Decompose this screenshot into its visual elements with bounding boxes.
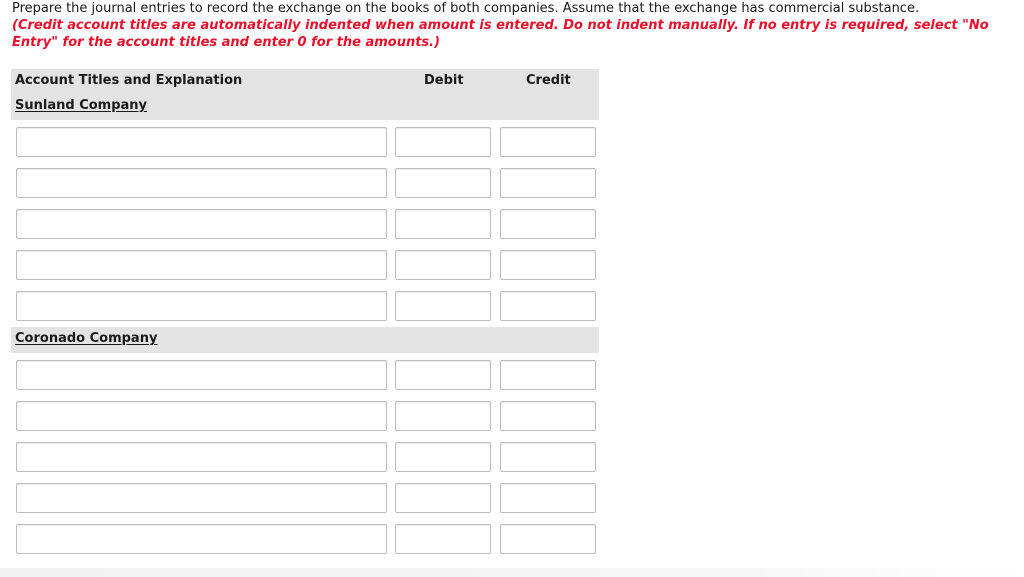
credit-amount-input[interactable] — [500, 168, 596, 198]
company-label-sunland: Sunland Company — [15, 98, 148, 113]
account-title-input[interactable] — [16, 360, 387, 390]
credit-amount-input[interactable] — [500, 360, 596, 390]
table-row — [11, 394, 599, 435]
debit-amount-input[interactable] — [395, 442, 491, 472]
column-header-credit: Credit — [526, 73, 571, 88]
table-row — [11, 517, 599, 558]
account-title-input[interactable] — [16, 250, 387, 280]
debit-amount-input[interactable] — [395, 250, 491, 280]
account-title-input[interactable] — [16, 291, 387, 321]
journal-entry-table — [11, 69, 599, 558]
table-row — [11, 202, 599, 243]
credit-amount-input[interactable] — [500, 483, 596, 513]
debit-amount-input[interactable] — [395, 168, 491, 198]
debit-amount-input[interactable] — [395, 291, 491, 321]
coronado-entry-rows — [11, 353, 599, 558]
debit-amount-input[interactable] — [395, 401, 491, 431]
instructions-note: (Credit account titles are automatically indented when amount is entered. Do not indent manually. If no entry is required, select "No Entry" for the account titles and enter 0 for the amounts.) — [12, 18, 989, 50]
table-row — [11, 161, 599, 202]
account-title-input[interactable] — [16, 442, 387, 472]
company-label-coronado: Coronado Company — [15, 331, 158, 346]
debit-amount-input[interactable] — [395, 127, 491, 157]
credit-amount-input[interactable] — [500, 442, 596, 472]
account-title-input[interactable] — [16, 168, 387, 198]
table-row — [11, 243, 599, 284]
table-row — [11, 476, 599, 517]
table-row — [11, 353, 599, 394]
table-row — [11, 120, 599, 161]
section-header-coronado — [11, 327, 599, 353]
credit-amount-input[interactable] — [500, 127, 596, 157]
instructions-text: Prepare the journal entries to record the exchange on the books of both companies. Assume that the exchange has commercial substance. — [12, 1, 920, 16]
debit-amount-input[interactable] — [395, 360, 491, 390]
table-row — [11, 284, 599, 325]
credit-amount-input[interactable] — [500, 524, 596, 554]
account-title-input[interactable] — [16, 209, 387, 239]
credit-amount-input[interactable] — [500, 209, 596, 239]
credit-amount-input[interactable] — [500, 291, 596, 321]
debit-amount-input[interactable] — [395, 209, 491, 239]
account-title-input[interactable] — [16, 401, 387, 431]
credit-amount-input[interactable] — [500, 401, 596, 431]
column-header-account-titles: Account Titles and Explanation — [15, 73, 243, 88]
debit-amount-input[interactable] — [395, 524, 491, 554]
account-title-input[interactable] — [16, 127, 387, 157]
account-title-input[interactable] — [16, 483, 387, 513]
table-header — [11, 69, 599, 120]
credit-amount-input[interactable] — [500, 250, 596, 280]
table-row — [11, 435, 599, 476]
page-bottom-edge — [0, 568, 1024, 577]
sunland-entry-rows — [11, 120, 599, 325]
debit-amount-input[interactable] — [395, 483, 491, 513]
column-header-debit: Debit — [424, 73, 464, 88]
instructions — [12, 0, 1020, 51]
account-title-input[interactable] — [16, 524, 387, 554]
